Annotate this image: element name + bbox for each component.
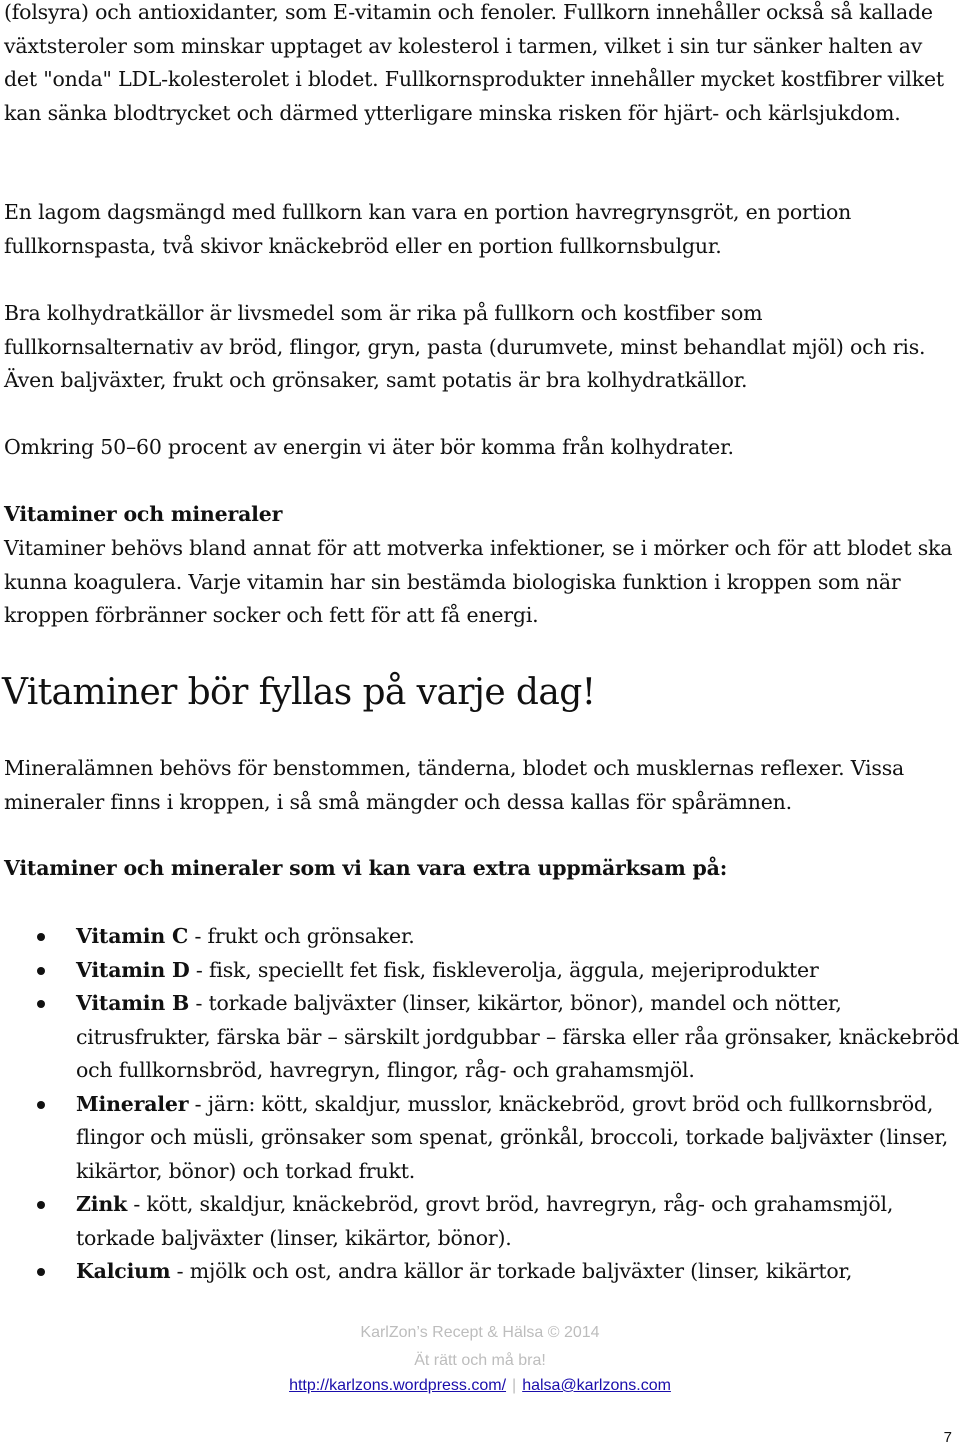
list-item (0, 954, 960, 988)
paragraph-energy-share: Omkring 50–60 procent av energin vi äter bör komma från kolhydrater. (4, 435, 734, 459)
list-item (0, 1188, 960, 1255)
paragraph-vitamins: Vitaminer behövs bland annat för att motverka infektioner, se i mörker och för att blodet ska kunna koagulera. Varje vitamin har sin bestämda biologiska funktion i kroppen som när kroppen förbränner socker och fett för att få energi. (4, 536, 953, 627)
bullet-icon (37, 1201, 45, 1209)
footer-links (0, 1374, 960, 1398)
list-item (0, 1255, 960, 1289)
nutrient-sources: - torkade baljväxter (linser, kikärtor, bönor), mandel och nötter, citrusfrukter, färska bär – särskilt jordgubbar – färska eller råa grönsaker, knäckebröd och fullkornsbröd, havregryn, flingor, råg- och grahamsmjöl. (76, 991, 960, 1082)
heading-extra-attention: Vitaminer och mineraler som vi kan vara extra uppmärksam på: (4, 856, 728, 880)
bullet-icon (37, 933, 45, 941)
nutrient-sources: - frukt och grönsaker. (188, 924, 415, 948)
paragraph-minerals: Mineralämnen behövs för benstommen, tänderna, blodet och musklernas reflexer. Vissa mineraler finns i kroppen, i så små mängder och dessa kallas för spårämnen. (4, 756, 905, 814)
footer-separator: | (512, 1377, 517, 1394)
email-link[interactable]: halsa@karlzons.com (522, 1377, 671, 1394)
nutrient-name: Zink (76, 1192, 128, 1216)
list-item (0, 1088, 960, 1189)
nutrient-name: Kalcium (76, 1259, 171, 1283)
list-item (0, 987, 960, 1088)
paragraph-fullkorn-benefits: (folsyra) och antioxidanter, som E-vitamin och fenoler. Fullkorn innehåller också så kallade växtsteroler som minskar upptaget av kolesterol i tarmen, vilket i sin tur sänker halten av det "onda" LDL-kolesterolet i blodet. Fullkornsprodukter innehåller mycket kostfibrer vilket kan sänka blodtrycket och därmed ytterligare minska risken för hjärt- och kärlsjukdom. (4, 0, 944, 125)
nutrient-name: Vitamin C (76, 924, 189, 948)
nutrient-name: Vitamin D (76, 957, 190, 982)
website-link[interactable]: http://karlzons.wordpress.com/ (289, 1377, 507, 1394)
nutrient-sources: - fisk, speciellt fet fisk, fiskleverolja, äggula, mejeriprodukter (189, 957, 819, 982)
footer-title: KarlZon’s Recept & Hälsa © 2014 (360, 1324, 600, 1341)
paragraph-carb-sources: Bra kolhydratkällor är livsmedel som är rika på fullkorn och kostfiber som fullkornsalternativ av bröd, flingor, gryn, pasta (durumvete, minst behandlat mjöl) och ris. Även baljväxter, frukt och grönsaker, samt potatis är bra kolhydratkällor. (4, 301, 926, 392)
heading-daily-vitamins: Vitaminer bör fyllas på varje dag! (2, 672, 596, 713)
bullet-icon (37, 1268, 45, 1276)
bullet-icon (37, 1101, 45, 1109)
page-footer (0, 1320, 960, 1398)
nutrient-name: Vitamin B (76, 991, 190, 1015)
page-number: 7 (943, 1429, 952, 1446)
nutrient-sources: - järn: kött, skaldjur, musslor, knäckebröd, grovt bröd och fullkornsbröd, flingor och müsli, grönsaker som spenat, grönkål, broccoli, torkade baljväxter (linser, kikärtor, bönor) och torkad frukt. (76, 1091, 949, 1183)
nutrient-sources: - mjölk och ost, andra källor är torkade baljväxter (linser, kikärtor, (170, 1259, 853, 1283)
list-item (0, 920, 960, 954)
bullet-icon (37, 967, 45, 975)
nutrient-list (0, 920, 960, 1289)
nutrient-name: Mineraler (76, 1091, 189, 1116)
heading-vitamins-minerals: Vitaminer och mineraler (4, 502, 283, 526)
nutrient-sources: - kött, skaldjur, knäckebröd, grovt bröd, havregryn, råg- och grahamsmjöl, torkade baljväxter (linser, kikärtor, bönor). (76, 1192, 894, 1250)
footer-slogan: Ät rätt och må bra! (414, 1352, 546, 1369)
paragraph-daily-amount: En lagom dagsmängd med fullkorn kan vara en portion havregrynsgröt, en portion fullkornspasta, två skivor knäckebröd eller en portion fullkornsbulgur. (4, 200, 852, 258)
bullet-icon (37, 1000, 45, 1008)
